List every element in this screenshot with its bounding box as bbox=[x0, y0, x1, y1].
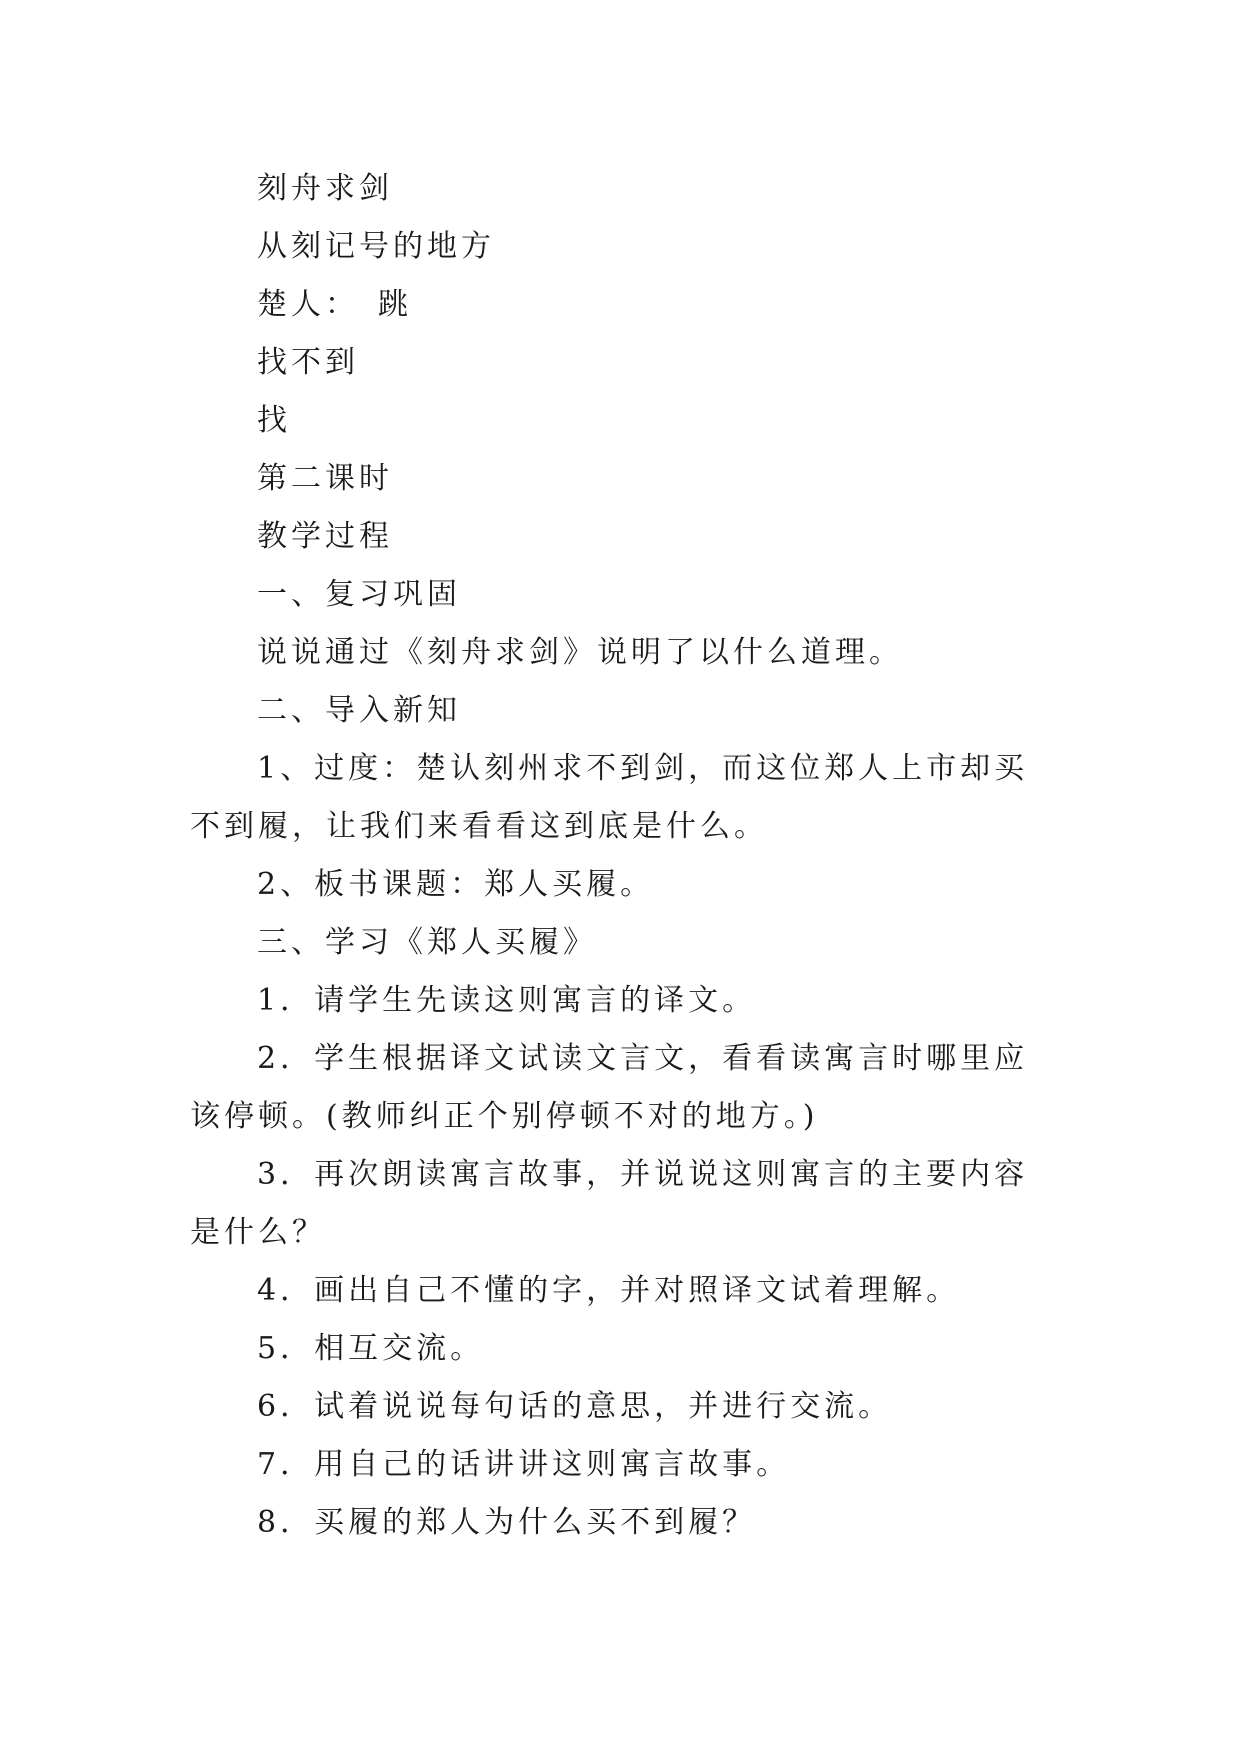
section-heading-introduction: 二、导入新知 bbox=[257, 693, 461, 728]
paragraph: 楚人： 跳 bbox=[257, 287, 412, 322]
paragraph-title-story: 刻舟求剑 bbox=[257, 171, 393, 206]
list-item: 1．请学生先读这则寓言的译文。 bbox=[257, 983, 757, 1018]
document-body bbox=[190, 160, 1060, 1552]
section-heading-review: 一、复习巩固 bbox=[257, 577, 461, 612]
list-item: 4．画出自己不懂的字，并对照译文试着理解。 bbox=[257, 1273, 961, 1308]
paragraph: 找 bbox=[257, 403, 291, 438]
section-heading-second-lesson: 第二课时 bbox=[257, 461, 393, 496]
list-item: 3．再次朗读寓言故事，并说说这则寓言的主要内容是什么？ bbox=[190, 1157, 1029, 1250]
paragraph: 说说通过《刻舟求剑》说明了以什么道理。 bbox=[257, 635, 903, 670]
paragraph: 找不到 bbox=[257, 345, 359, 380]
list-item: 6．试着说说每句话的意思，并进行交流。 bbox=[257, 1389, 893, 1424]
paragraph: 2、板书课题：郑人买履。 bbox=[257, 867, 655, 902]
list-item: 2．学生根据译文试读文言文，看看读寓言时哪里应该停顿。(教师纠正个别停顿不对的地方。) bbox=[190, 1041, 1029, 1134]
list-item: 7．用自己的话讲讲这则寓言故事。 bbox=[257, 1447, 791, 1482]
paragraph: 1、过度：楚认刻州求不到剑，而这位郑人上市却买不到履，让我们来看看这到底是什么。 bbox=[190, 751, 1029, 844]
list-item: 8．买履的郑人为什么买不到履？ bbox=[257, 1505, 757, 1540]
section-heading-teaching-process: 教学过程 bbox=[257, 519, 393, 554]
list-item: 5．相互交流。 bbox=[257, 1331, 485, 1366]
section-heading-study: 三、学习《郑人买履》 bbox=[257, 925, 597, 960]
paragraph: 从刻记号的地方 bbox=[257, 229, 495, 264]
